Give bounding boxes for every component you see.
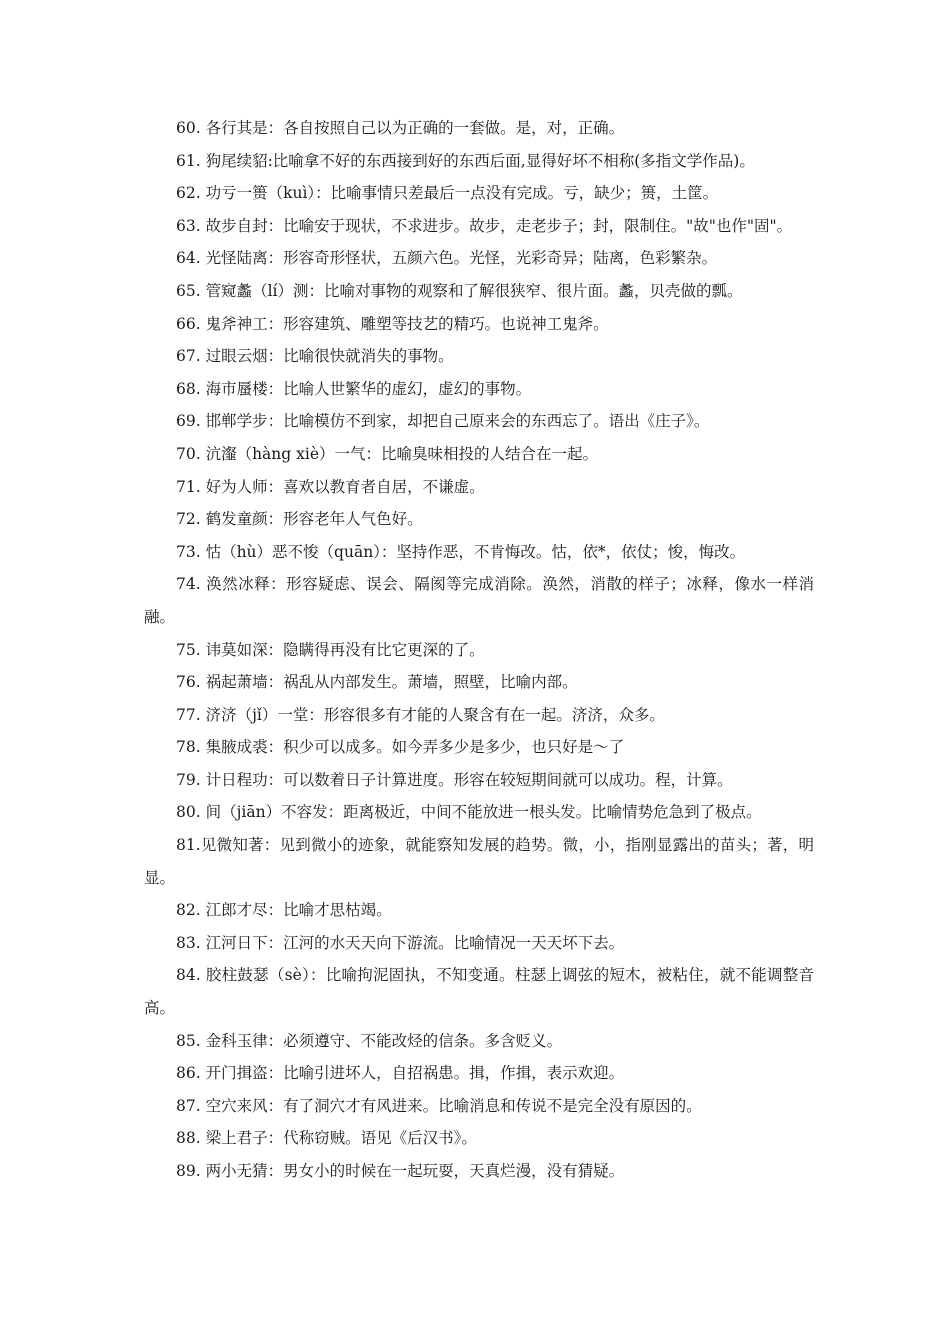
idiom-entry-81: 81.见微知著：见到微小的迹象，就能察知发展的趋势。微，小，指刚显露出的苗头；著，明显。 [144,836,814,887]
idiom-entry-60: 60. 各行其是：各自按照自己以为正确的一套做。是，对，正确。 [176,119,625,137]
idiom-entry-79: 79. 计日程功：可以数着日子计算进度。形容在较短期间就可以成功。程，计算。 [176,770,733,789]
idiom-entry-69: 69. 邯郸学步：比喻模仿不到家，却把自己原来会的东西忘了。语出《庄子》。 [176,412,710,431]
idiom-entry-70: 70. 沆瀣（hàng xiè）一气：比喻臭味相投的人结合在一起。 [176,444,599,463]
idiom-entry-84: 84. 胶柱鼓瑟（sè）：比喻拘泥固执，不知变通。柱瑟上调弦的短木，被粘住，就不能调整音高。 [144,966,814,1018]
idiom-entry-68: 68. 海市蜃楼：比喻人世繁华的虚幻，虚幻的事物。 [176,379,532,398]
idiom-entry-71: 71. 好为人师：喜欢以教育者自居，不谦虚。 [176,477,485,496]
idiom-entry-82: 82. 江郎才尽：比喻才思枯竭。 [176,901,392,920]
idiom-entry-67: 67. 过眼云烟：比喻很快就消失的事物。 [176,347,454,366]
idiom-entry-85: 85. 金科玉律：必须遵守、不能改烃的信条。多含贬义。 [176,1031,563,1050]
idiom-entry-75: 75. 讳莫如深：隐瞒得再没有比它更深的了。 [176,640,485,659]
idiom-entry-87: 87. 空穴来风：有了洞穴才有风进来。比喻消息和传说不是完全没有原因的。 [176,1096,702,1115]
idiom-entry-76: 76. 祸起萧墙：祸乱从内部发生。萧墙，照壁，比喻内部。 [176,673,578,692]
idiom-entry-73: 73. 怙（hù）恶不悛（quān）：坚持作恶，不肯悔改。怙，依*，依仗；悛，悔改。 [176,542,746,561]
idiom-entry-63: 63. 故步自封：比喻安于现状，不求进步。故步，走老步子；封，限制住。"故"也作"固"。 [176,216,793,235]
idiom-entry-88: 88. 梁上君子：代称窃贼。语见《后汉书》。 [176,1129,477,1148]
idiom-entry-77: 77. 济济（jǐ）一堂：形容很多有才能的人聚含有在一起。济济，众多。 [176,705,665,724]
idiom-entry-61: 61. 狗尾续貂:比喻拿不好的东西接到好的东西后面,显得好坏不相称(多指文学作品)。 [176,151,755,170]
idiom-entry-66: 66. 鬼斧神工：形容建筑、雕塑等技艺的精巧。也说神工鬼斧。 [176,314,609,333]
idiom-entry-64: 64. 光怪陆离：形容奇形怪状，五颜六色。光怪，光彩奇异；陆离，色彩繁杂。 [176,249,718,268]
idiom-entry-74: 74. 涣然冰释：形容疑虑、误会、隔阂等完成消除。涣然，消散的样子；冰释，像水一样消融。 [144,575,814,626]
idiom-list [144,112,814,1188]
idiom-entry-83: 83. 江河日下：江河的水天天向下游流。比喻情况一天天坏下去。 [176,933,625,952]
idiom-entry-78: 78. 集腋成裘：积少可以成多。如今弄多少是多少，也只好是～了 [176,738,625,757]
idiom-entry-86: 86. 开门揖盗：比喻引进坏人，自招祸患。揖，作揖，表示欢迎。 [176,1064,625,1083]
idiom-entry-80: 80. 间（jiān）不容发：距离极近，中间不能放进一根头发。比喻情势危急到了极点。 [176,803,762,822]
idiom-entry-65: 65. 管窥蠡（lí）测：比喻对事物的观察和了解很狭窄、很片面。蠡，贝壳做的瓢。 [176,281,743,300]
idiom-entry-62: 62. 功亏一篑（kuì）：比喻事情只差最后一点没有完成。亏，缺少；篑，土筐。 [176,184,719,203]
idiom-entry-89: 89. 两小无猜：男女小的时候在一起玩耍，天真烂漫，没有猜疑。 [176,1162,625,1180]
idiom-entry-72: 72. 鹤发童颜：形容老年人气色好。 [176,510,423,529]
